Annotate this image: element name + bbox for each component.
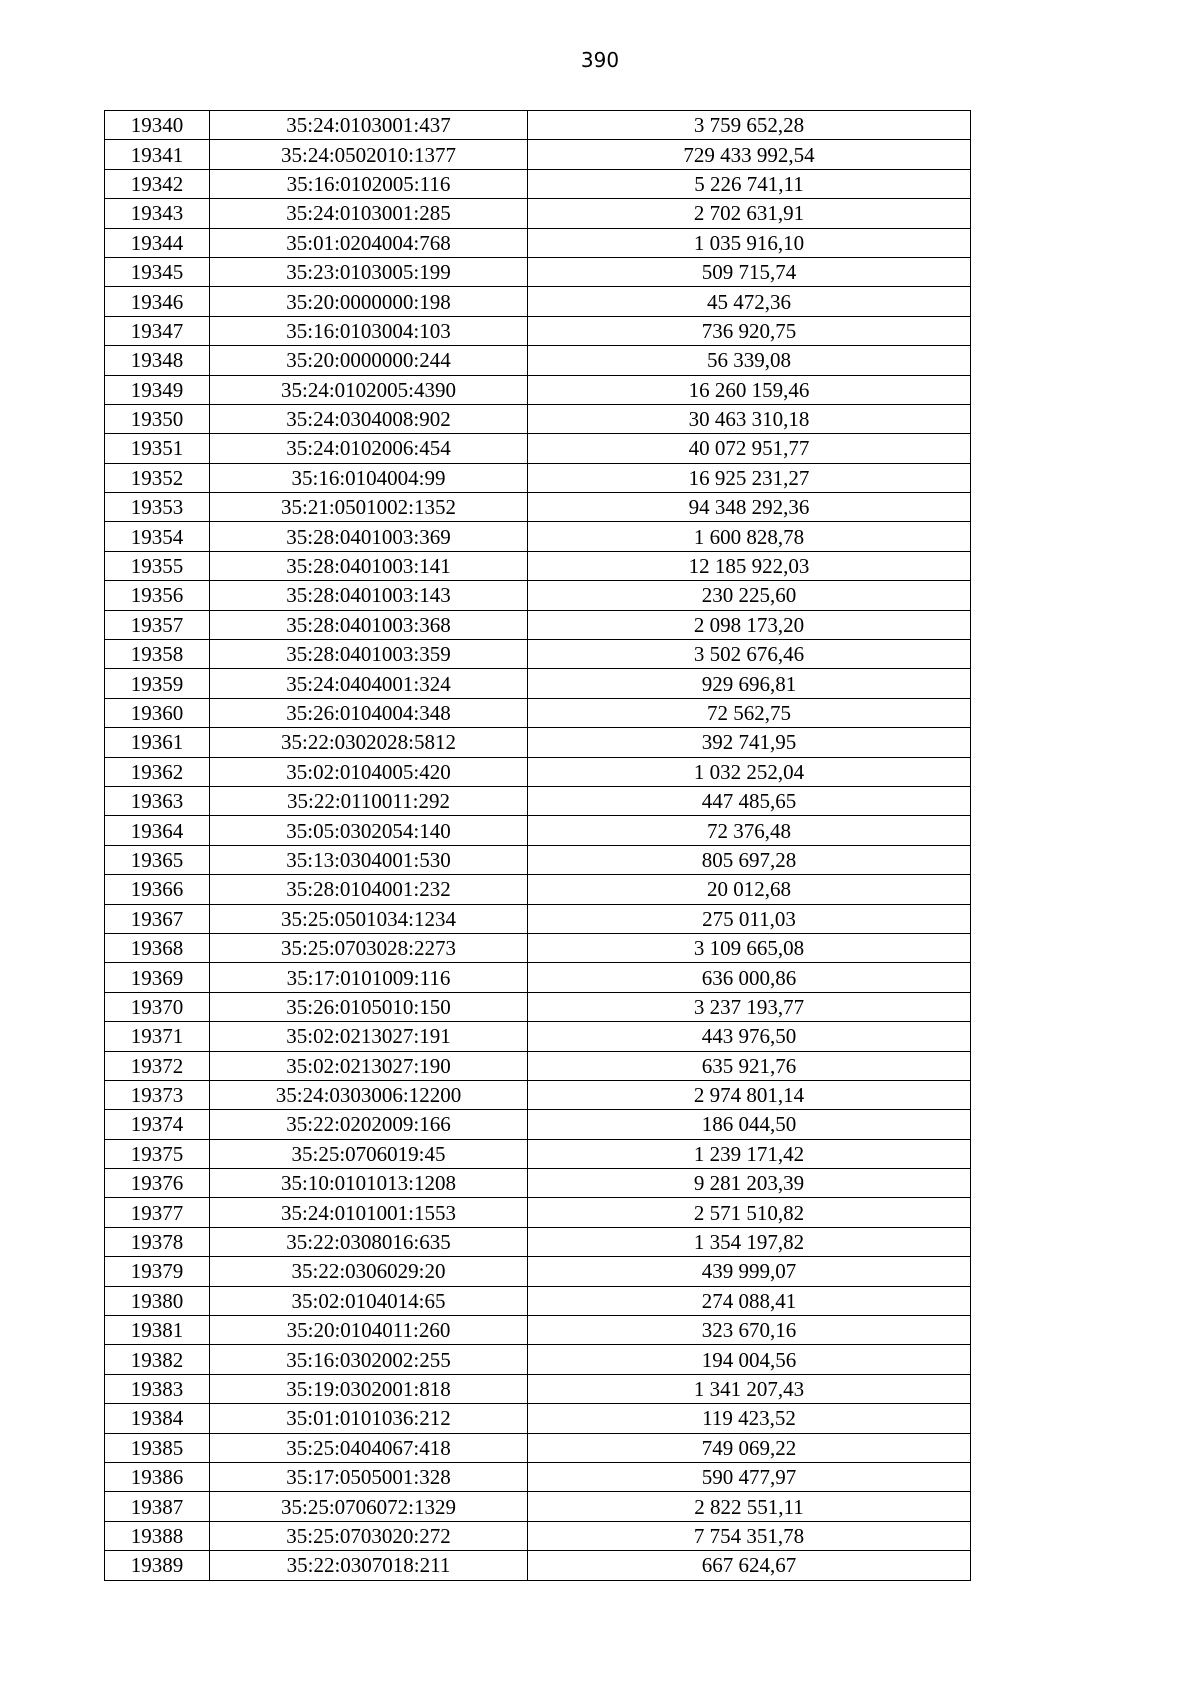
cadastral-value-cell: 2 974 801,14 xyxy=(528,1080,971,1109)
cadastral-number-cell: 35:25:0703020:272 xyxy=(210,1521,528,1550)
table-row xyxy=(105,1139,971,1168)
table-row xyxy=(105,1227,971,1256)
cadastral-value-cell: 56 339,08 xyxy=(528,346,971,375)
table-row xyxy=(105,199,971,228)
row-number-cell: 19348 xyxy=(105,346,210,375)
cadastral-value-cell: 2 702 631,91 xyxy=(528,199,971,228)
row-number-cell: 19382 xyxy=(105,1345,210,1374)
cadastral-number-cell: 35:02:0104005:420 xyxy=(210,757,528,786)
table-row xyxy=(105,1022,971,1051)
row-number-cell: 19360 xyxy=(105,698,210,727)
cadastral-value-cell: 3 502 676,46 xyxy=(528,640,971,669)
cadastral-number-cell: 35:20:0104011:260 xyxy=(210,1316,528,1345)
table-row xyxy=(105,933,971,962)
table-row xyxy=(105,1257,971,1286)
table-row xyxy=(105,992,971,1021)
cadastral-number-cell: 35:22:0110011:292 xyxy=(210,786,528,815)
cadastral-value-cell: 667 624,67 xyxy=(528,1551,971,1580)
row-number-cell: 19384 xyxy=(105,1404,210,1433)
table-row xyxy=(105,551,971,580)
cadastral-number-cell: 35:28:0401003:369 xyxy=(210,522,528,551)
cadastral-value-cell: 1 035 916,10 xyxy=(528,228,971,257)
table-row xyxy=(105,581,971,610)
row-number-cell: 19359 xyxy=(105,669,210,698)
cadastral-value-cell: 16 925 231,27 xyxy=(528,463,971,492)
row-number-cell: 19342 xyxy=(105,169,210,198)
table-row xyxy=(105,1521,971,1550)
cadastral-number-cell: 35:28:0401003:143 xyxy=(210,581,528,610)
cadastral-number-cell: 35:24:0303006:12200 xyxy=(210,1080,528,1109)
cadastral-number-cell: 35:24:0103001:437 xyxy=(210,111,528,140)
cadastral-value-cell: 590 477,97 xyxy=(528,1462,971,1491)
cadastral-number-cell: 35:01:0101036:212 xyxy=(210,1404,528,1433)
row-number-cell: 19383 xyxy=(105,1374,210,1403)
table-row xyxy=(105,404,971,433)
cadastral-number-cell: 35:24:0304008:902 xyxy=(210,404,528,433)
cadastral-value-cell: 635 921,76 xyxy=(528,1051,971,1080)
table-row xyxy=(105,1551,971,1580)
table-row xyxy=(105,1080,971,1109)
table-row xyxy=(105,1433,971,1462)
cadastral-number-cell: 35:24:0103001:285 xyxy=(210,199,528,228)
table-row xyxy=(105,1110,971,1139)
table-row xyxy=(105,963,971,992)
cadastral-value-cell: 509 715,74 xyxy=(528,257,971,286)
cadastral-value-cell: 1 239 171,42 xyxy=(528,1139,971,1168)
table-body xyxy=(105,111,971,1581)
cadastral-value-cell: 230 225,60 xyxy=(528,581,971,610)
cadastral-number-cell: 35:28:0104001:232 xyxy=(210,875,528,904)
row-number-cell: 19343 xyxy=(105,199,210,228)
row-number-cell: 19350 xyxy=(105,404,210,433)
cadastral-value-cell: 805 697,28 xyxy=(528,845,971,874)
table-row xyxy=(105,904,971,933)
cadastral-number-cell: 35:20:0000000:198 xyxy=(210,287,528,316)
cadastral-number-cell: 35:20:0000000:244 xyxy=(210,346,528,375)
table-row xyxy=(105,816,971,845)
table-row xyxy=(105,1404,971,1433)
table-row xyxy=(105,287,971,316)
cadastral-number-cell: 35:17:0101009:116 xyxy=(210,963,528,992)
cadastral-number-cell: 35:05:0302054:140 xyxy=(210,816,528,845)
cadastral-value-table xyxy=(104,110,971,1581)
cadastral-number-cell: 35:22:0308016:635 xyxy=(210,1227,528,1256)
table-row xyxy=(105,434,971,463)
cadastral-number-cell: 35:25:0404067:418 xyxy=(210,1433,528,1462)
row-number-cell: 19349 xyxy=(105,375,210,404)
cadastral-value-cell: 1 032 252,04 xyxy=(528,757,971,786)
table-row xyxy=(105,1492,971,1521)
cadastral-number-cell: 35:16:0102005:116 xyxy=(210,169,528,198)
cadastral-value-cell: 40 072 951,77 xyxy=(528,434,971,463)
row-number-cell: 19344 xyxy=(105,228,210,257)
row-number-cell: 19356 xyxy=(105,581,210,610)
cadastral-number-cell: 35:22:0307018:211 xyxy=(210,1551,528,1580)
cadastral-number-cell: 35:25:0706019:45 xyxy=(210,1139,528,1168)
table-row xyxy=(105,1345,971,1374)
cadastral-number-cell: 35:02:0213027:191 xyxy=(210,1022,528,1051)
cadastral-number-cell: 35:01:0204004:768 xyxy=(210,228,528,257)
table-row xyxy=(105,493,971,522)
cadastral-value-cell: 5 226 741,11 xyxy=(528,169,971,198)
row-number-cell: 19371 xyxy=(105,1022,210,1051)
cadastral-value-cell: 94 348 292,36 xyxy=(528,493,971,522)
cadastral-number-cell: 35:22:0306029:20 xyxy=(210,1257,528,1286)
cadastral-value-cell: 186 044,50 xyxy=(528,1110,971,1139)
cadastral-number-cell: 35:24:0502010:1377 xyxy=(210,140,528,169)
cadastral-value-cell: 447 485,65 xyxy=(528,786,971,815)
row-number-cell: 19354 xyxy=(105,522,210,551)
cadastral-value-cell: 636 000,86 xyxy=(528,963,971,992)
cadastral-number-cell: 35:26:0105010:150 xyxy=(210,992,528,1021)
table-row xyxy=(105,640,971,669)
row-number-cell: 19363 xyxy=(105,786,210,815)
cadastral-value-cell: 3 237 193,77 xyxy=(528,992,971,1021)
row-number-cell: 19352 xyxy=(105,463,210,492)
row-number-cell: 19375 xyxy=(105,1139,210,1168)
cadastral-value-cell: 392 741,95 xyxy=(528,728,971,757)
table-row xyxy=(105,1169,971,1198)
row-number-cell: 19389 xyxy=(105,1551,210,1580)
cadastral-number-cell: 35:10:0101013:1208 xyxy=(210,1169,528,1198)
table-row xyxy=(105,610,971,639)
row-number-cell: 19379 xyxy=(105,1257,210,1286)
row-number-cell: 19387 xyxy=(105,1492,210,1521)
row-number-cell: 19370 xyxy=(105,992,210,1021)
cadastral-value-cell: 1 354 197,82 xyxy=(528,1227,971,1256)
page-number: 390 xyxy=(580,48,620,72)
cadastral-number-cell: 35:25:0706072:1329 xyxy=(210,1492,528,1521)
cadastral-value-cell: 729 433 992,54 xyxy=(528,140,971,169)
cadastral-value-cell: 119 423,52 xyxy=(528,1404,971,1433)
cadastral-value-cell: 439 999,07 xyxy=(528,1257,971,1286)
table-row xyxy=(105,1286,971,1315)
row-number-cell: 19377 xyxy=(105,1198,210,1227)
cadastral-number-cell: 35:28:0401003:368 xyxy=(210,610,528,639)
row-number-cell: 19386 xyxy=(105,1462,210,1491)
cadastral-value-cell: 194 004,56 xyxy=(528,1345,971,1374)
table-row xyxy=(105,463,971,492)
table-row xyxy=(105,111,971,140)
cadastral-value-cell: 20 012,68 xyxy=(528,875,971,904)
row-number-cell: 19361 xyxy=(105,728,210,757)
cadastral-value-cell: 3 109 665,08 xyxy=(528,933,971,962)
row-number-cell: 19368 xyxy=(105,933,210,962)
row-number-cell: 19367 xyxy=(105,904,210,933)
cadastral-number-cell: 35:24:0404001:324 xyxy=(210,669,528,698)
row-number-cell: 19373 xyxy=(105,1080,210,1109)
row-number-cell: 19347 xyxy=(105,316,210,345)
table-row xyxy=(105,1316,971,1345)
row-number-cell: 19346 xyxy=(105,287,210,316)
cadastral-value-cell: 323 670,16 xyxy=(528,1316,971,1345)
table-row xyxy=(105,140,971,169)
row-number-cell: 19341 xyxy=(105,140,210,169)
cadastral-value-cell: 929 696,81 xyxy=(528,669,971,698)
row-number-cell: 19378 xyxy=(105,1227,210,1256)
table-row xyxy=(105,757,971,786)
cadastral-number-cell: 35:22:0302028:5812 xyxy=(210,728,528,757)
cadastral-number-cell: 35:23:0103005:199 xyxy=(210,257,528,286)
cadastral-number-cell: 35:24:0102006:454 xyxy=(210,434,528,463)
cadastral-number-cell: 35:28:0401003:141 xyxy=(210,551,528,580)
row-number-cell: 19376 xyxy=(105,1169,210,1198)
cadastral-number-cell: 35:16:0302002:255 xyxy=(210,1345,528,1374)
table-row xyxy=(105,1051,971,1080)
cadastral-value-cell: 72 562,75 xyxy=(528,698,971,727)
cadastral-value-cell: 12 185 922,03 xyxy=(528,551,971,580)
cadastral-value-cell: 7 754 351,78 xyxy=(528,1521,971,1550)
table-row xyxy=(105,875,971,904)
table-row xyxy=(105,1462,971,1491)
row-number-cell: 19364 xyxy=(105,816,210,845)
cadastral-value-cell: 443 976,50 xyxy=(528,1022,971,1051)
cadastral-value-cell: 72 376,48 xyxy=(528,816,971,845)
cadastral-value-cell: 749 069,22 xyxy=(528,1433,971,1462)
row-number-cell: 19362 xyxy=(105,757,210,786)
row-number-cell: 19381 xyxy=(105,1316,210,1345)
cadastral-number-cell: 35:02:0104014:65 xyxy=(210,1286,528,1315)
cadastral-value-cell: 1 341 207,43 xyxy=(528,1374,971,1403)
table-row xyxy=(105,257,971,286)
table-row xyxy=(105,1198,971,1227)
cadastral-value-cell: 2 822 551,11 xyxy=(528,1492,971,1521)
row-number-cell: 19380 xyxy=(105,1286,210,1315)
cadastral-number-cell: 35:28:0401003:359 xyxy=(210,640,528,669)
cadastral-value-cell: 274 088,41 xyxy=(528,1286,971,1315)
cadastral-value-cell: 9 281 203,39 xyxy=(528,1169,971,1198)
row-number-cell: 19340 xyxy=(105,111,210,140)
cadastral-value-cell: 2 098 173,20 xyxy=(528,610,971,639)
cadastral-number-cell: 35:26:0104004:348 xyxy=(210,698,528,727)
row-number-cell: 19366 xyxy=(105,875,210,904)
row-number-cell: 19351 xyxy=(105,434,210,463)
table-row xyxy=(105,669,971,698)
cadastral-value-cell: 45 472,36 xyxy=(528,287,971,316)
cadastral-number-cell: 35:16:0104004:99 xyxy=(210,463,528,492)
cadastral-value-cell: 3 759 652,28 xyxy=(528,111,971,140)
cadastral-number-cell: 35:25:0501034:1234 xyxy=(210,904,528,933)
row-number-cell: 19345 xyxy=(105,257,210,286)
cadastral-number-cell: 35:16:0103004:103 xyxy=(210,316,528,345)
cadastral-value-cell: 16 260 159,46 xyxy=(528,375,971,404)
table-row xyxy=(105,169,971,198)
cadastral-value-cell: 2 571 510,82 xyxy=(528,1198,971,1227)
cadastral-value-cell: 30 463 310,18 xyxy=(528,404,971,433)
cadastral-number-cell: 35:22:0202009:166 xyxy=(210,1110,528,1139)
row-number-cell: 19358 xyxy=(105,640,210,669)
table-row xyxy=(105,228,971,257)
table-row xyxy=(105,522,971,551)
table-row xyxy=(105,786,971,815)
cadastral-number-cell: 35:13:0304001:530 xyxy=(210,845,528,874)
row-number-cell: 19374 xyxy=(105,1110,210,1139)
cadastral-value-cell: 275 011,03 xyxy=(528,904,971,933)
row-number-cell: 19388 xyxy=(105,1521,210,1550)
table-row xyxy=(105,845,971,874)
table-row xyxy=(105,698,971,727)
row-number-cell: 19365 xyxy=(105,845,210,874)
cadastral-value-cell: 1 600 828,78 xyxy=(528,522,971,551)
cadastral-number-cell: 35:21:0501002:1352 xyxy=(210,493,528,522)
cadastral-number-cell: 35:24:0101001:1553 xyxy=(210,1198,528,1227)
row-number-cell: 19369 xyxy=(105,963,210,992)
row-number-cell: 19372 xyxy=(105,1051,210,1080)
row-number-cell: 19357 xyxy=(105,610,210,639)
table-row xyxy=(105,316,971,345)
cadastral-value-cell: 736 920,75 xyxy=(528,316,971,345)
cadastral-number-cell: 35:24:0102005:4390 xyxy=(210,375,528,404)
row-number-cell: 19355 xyxy=(105,551,210,580)
cadastral-number-cell: 35:17:0505001:328 xyxy=(210,1462,528,1491)
row-number-cell: 19353 xyxy=(105,493,210,522)
table-row xyxy=(105,346,971,375)
cadastral-number-cell: 35:25:0703028:2273 xyxy=(210,933,528,962)
table-row xyxy=(105,1374,971,1403)
table-row xyxy=(105,728,971,757)
table-row xyxy=(105,375,971,404)
cadastral-number-cell: 35:02:0213027:190 xyxy=(210,1051,528,1080)
cadastral-number-cell: 35:19:0302001:818 xyxy=(210,1374,528,1403)
row-number-cell: 19385 xyxy=(105,1433,210,1462)
